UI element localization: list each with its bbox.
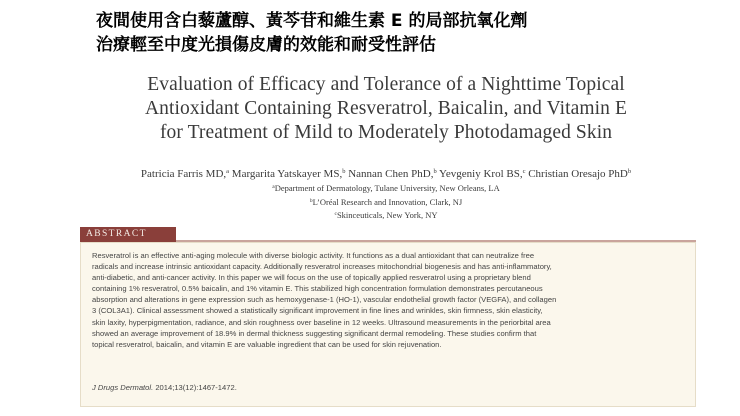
- affiliation-item: [80, 181, 692, 195]
- abstract-line: topical resveratrol, baicalin, and vitamin E are valuable ingredient that can be used for skin rejuvenation.: [92, 339, 442, 349]
- author-name: Christian Oresajo PhD: [528, 168, 628, 180]
- author-affiliation-mark: b: [342, 168, 346, 175]
- author-affiliation-mark: c: [522, 168, 526, 175]
- abstract-line: containing 1% resveratrol, 0.5% baicalin, and 1% vitamin E. This stabilized high concentration formulation demonstrates percutaneous: [92, 284, 543, 294]
- chinese-title-line-1: 夜間使用含白藜蘆醇、黃芩苷和維生素 E 的局部抗氧化劑: [96, 11, 528, 31]
- author-affiliation-mark: a: [226, 168, 230, 175]
- affiliation-mark: c: [334, 211, 337, 217]
- paper-title: [86, 73, 686, 145]
- abstract-line: radicals and increase intrinsic antioxidant capacity. Additionally resveratrol increases mitochondrial biogenesis and has anti-inflammatory,: [92, 262, 552, 272]
- affiliation-mark: b: [309, 197, 313, 204]
- affiliation-item: [80, 208, 692, 222]
- citation-details: 2014;13(12):1467-1472.: [153, 383, 237, 392]
- paper-title-line-2: Antioxidant Containing Resveratrol, Baicalin, and Vitamin E: [144, 98, 628, 119]
- affiliation-text: L’Oréal Research and Innovation, Clark, NJ: [312, 196, 463, 207]
- citation-journal: J Drugs Dermatol.: [92, 383, 154, 392]
- author-name: Nannan Chen PhD,: [348, 168, 434, 180]
- abstract-line: showed an average improvement of 18.9% in dermal thickness suggesting significant dermal remodeling. These studies confirm that: [92, 328, 537, 338]
- author-list: [80, 165, 692, 181]
- affiliation-text: Department of Dermatology, Tulane University, New Orleans, LA: [274, 183, 500, 193]
- citation: [92, 383, 237, 392]
- abstract-line: Resveratrol is an effective anti-aging molecule with diverse biologic activity. It functions as a dual antioxidant that can neutralize free: [92, 251, 535, 260]
- author-affiliation-mark: b: [433, 168, 437, 175]
- chinese-title: [96, 9, 716, 57]
- paper-title-line-1: Evaluation of Efficacy and Tolerance of a Nighttime Topical: [147, 74, 625, 95]
- author-affiliation-mark: b: [627, 168, 632, 175]
- affiliation-item: [80, 195, 692, 209]
- paper-title-line-3: for Treatment of Mild to Moderately Photodamaged Skin: [159, 122, 613, 143]
- abstract-line: 3 (COL3A1). Clinical assessment showed a statistically significant improvement in fine lines and wrinkles, skin firmness, skin elasticity,: [92, 306, 543, 316]
- abstract-line: anti-diabetic, and anti-cancer activity. In this paper we will focus on the use of topically applied resveratrol using a proprietary blend: [92, 273, 531, 283]
- author-name: Patricia Farris MD,: [140, 168, 227, 180]
- abstract-body: [92, 250, 687, 350]
- author-name: Yevgeniy Krol BS,: [439, 168, 523, 180]
- affiliation-list: [80, 181, 692, 222]
- abstract-line: absorption and alterations in gene expression such as hemoxygenase-1 (HO-1), vascular endothelial growth factor (VEGFA), and collagen: [92, 295, 557, 305]
- author-name: Margarita Yatskayer MS,: [231, 168, 343, 180]
- chinese-title-line-2: 治療輕至中度光損傷皮膚的效能和耐受性評估: [96, 35, 436, 55]
- affiliation-mark: a: [272, 184, 275, 190]
- abstract-heading: ABSTRACT: [80, 227, 176, 242]
- affiliation-text: Skinceuticals, New York, NY: [336, 210, 438, 220]
- abstract-box: [80, 242, 696, 407]
- abstract-line: skin laxity, hyperpigmentation, radiance, and skin roughness over baseline in 12 weeks. Ultrasound measurements in the periorbital area: [92, 317, 551, 327]
